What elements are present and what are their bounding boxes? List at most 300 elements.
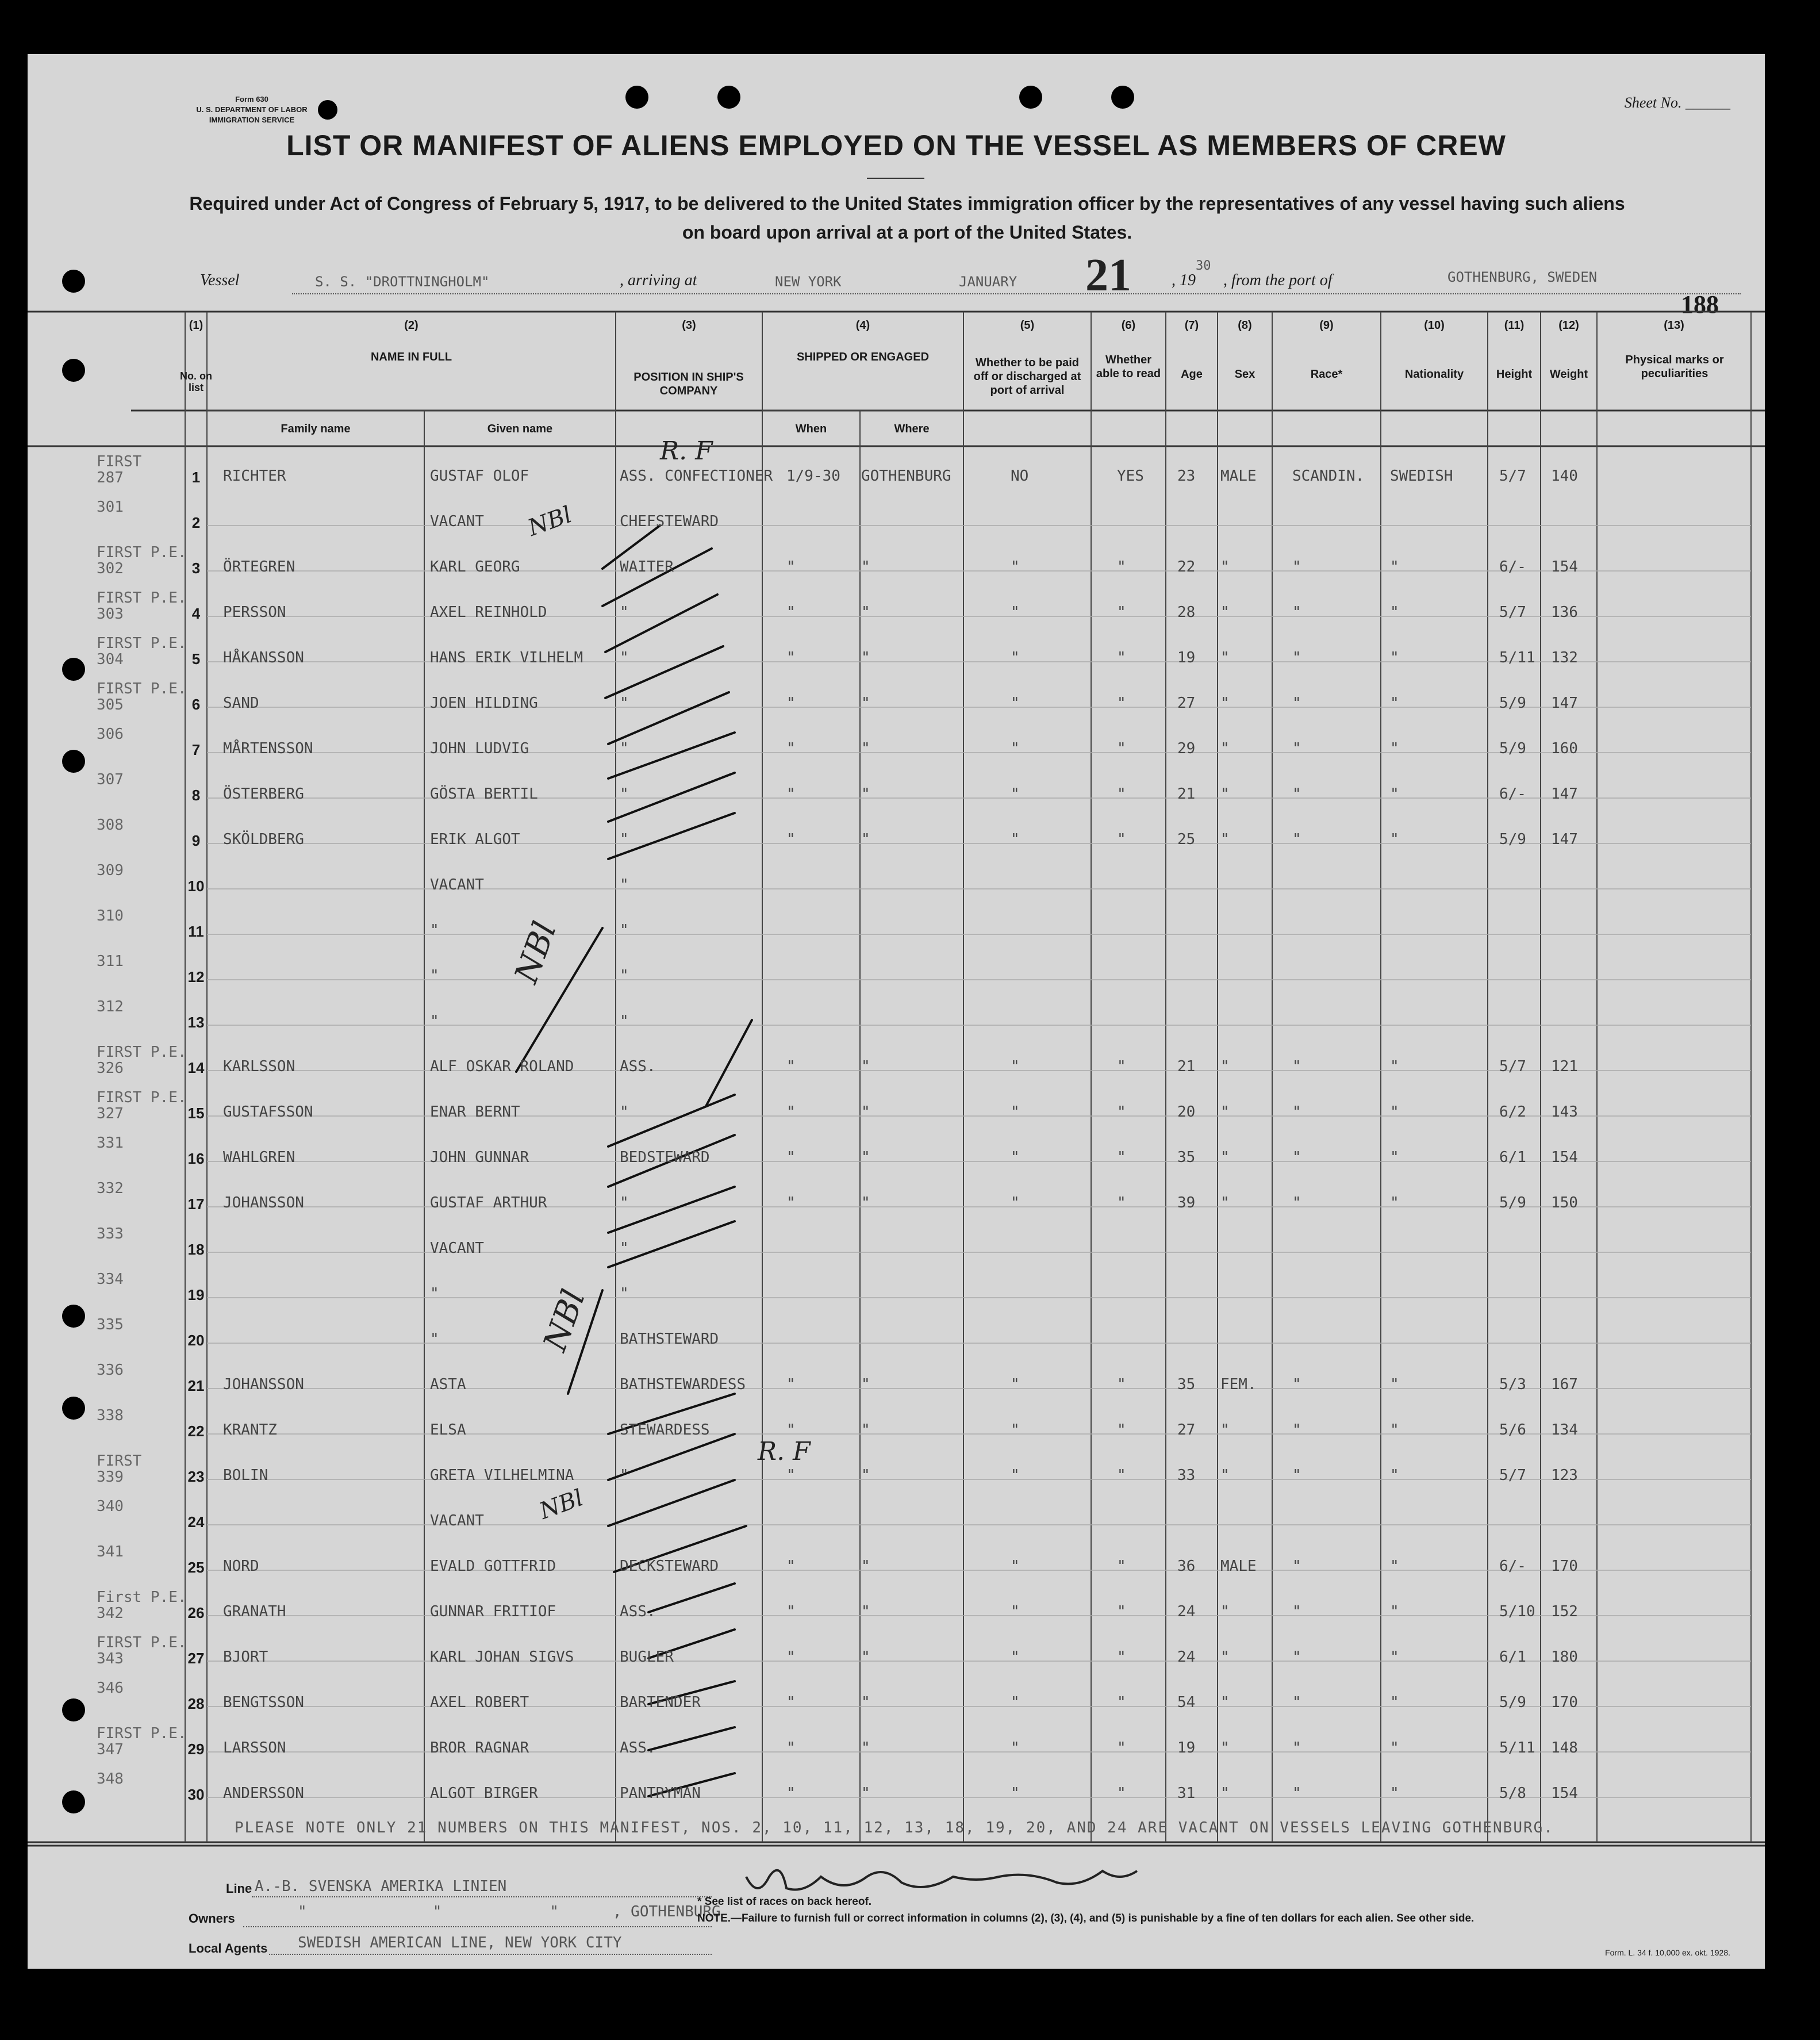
list-number: 7 — [191, 741, 201, 758]
shipped-when: " — [786, 695, 796, 712]
race: SCANDIN. — [1292, 467, 1365, 485]
race: " — [1292, 831, 1301, 848]
col-header-no: No. on list — [180, 370, 212, 393]
given-name: VACANT — [430, 876, 484, 894]
sex: " — [1220, 1103, 1230, 1121]
shipped-when: " — [786, 558, 796, 576]
given-name: KARL GEORG — [430, 558, 520, 576]
weight: 147 — [1551, 695, 1578, 712]
agents-label: Local Agents — [189, 1941, 268, 1955]
register-number: 308 — [97, 816, 124, 834]
given-name: " — [430, 922, 439, 939]
shipped-where: " — [861, 604, 870, 621]
shipped-when: " — [786, 1603, 796, 1620]
able-to-read: " — [1117, 1785, 1126, 1802]
list-number: 12 — [187, 968, 205, 986]
shipped-where: " — [861, 1558, 870, 1575]
nationality: " — [1390, 1149, 1399, 1166]
weight: 152 — [1551, 1603, 1578, 1620]
paid-off: " — [1011, 649, 1020, 666]
race: " — [1292, 558, 1301, 576]
sex: " — [1220, 831, 1230, 848]
height: 5/9 — [1499, 1694, 1526, 1711]
nationality: " — [1390, 695, 1399, 712]
height: 6/1 — [1499, 1648, 1526, 1666]
handwritten-initials: NBl — [524, 501, 575, 542]
shipped-where: GOTHENBURG — [861, 467, 951, 485]
given-name: " — [430, 1285, 439, 1302]
family-name: BOLIN — [223, 1467, 268, 1484]
shipped-when: " — [786, 740, 796, 757]
able-to-read: " — [1117, 649, 1126, 666]
ship-position: " — [620, 695, 629, 712]
from-port-label: , from the port of — [1223, 271, 1333, 289]
sex: " — [1220, 1785, 1230, 1802]
register-number: 311 — [97, 953, 124, 970]
handwritten-initials: R. F — [660, 436, 713, 466]
family-name: KRANTZ — [223, 1421, 277, 1439]
height: 5/9 — [1499, 1194, 1526, 1211]
sex: MALE — [1220, 1558, 1257, 1575]
given-name: GUSTAF ARTHUR — [430, 1194, 547, 1211]
given-name: JOHN LUDVIG — [430, 740, 529, 757]
ship-position: " — [620, 1285, 629, 1302]
shipped-when: " — [786, 1421, 796, 1439]
weight: 154 — [1551, 558, 1578, 576]
ship-position: " — [620, 1103, 629, 1121]
height: 5/7 — [1499, 467, 1526, 485]
nationality: " — [1390, 1194, 1399, 1211]
list-number: 6 — [191, 696, 201, 713]
col-num: (1) — [189, 319, 203, 332]
shipped-where: " — [861, 1058, 870, 1075]
race: " — [1292, 1058, 1301, 1075]
height: 5/3 — [1499, 1376, 1526, 1393]
register-number: 334 — [97, 1271, 124, 1288]
nationality: " — [1390, 1467, 1399, 1484]
register-number: 341 — [97, 1543, 124, 1560]
list-number: 1 — [191, 469, 201, 486]
age: 25 — [1177, 831, 1196, 848]
given-name: ASTA — [430, 1376, 466, 1393]
vacancy-note: PLEASE NOTE ONLY 21 NUMBERS ON THIS MANIFEST, NOS. 2, 10, 11, 12, 13, 18, 19, 20, AND 24 ARE VACANT ON VESSELS LEAVING GOTHENBURG. — [235, 1819, 1554, 1836]
age: 29 — [1177, 740, 1196, 757]
races-note: * See list of races on back hereof. — [697, 1896, 872, 1908]
vessel-name: S. S. "DROTTNINGHOLM" — [315, 274, 490, 290]
register-number: 310 — [97, 907, 124, 925]
family-name: ANDERSSON — [223, 1785, 304, 1802]
shipped-when: " — [786, 831, 796, 848]
paid-off: " — [1011, 1558, 1020, 1575]
paid-off: NO — [1011, 467, 1029, 485]
shipped-when: " — [786, 1694, 796, 1711]
sex: " — [1220, 604, 1230, 621]
ship-position: " — [620, 1013, 629, 1030]
height: 5/7 — [1499, 1467, 1526, 1484]
age: 19 — [1177, 1739, 1196, 1757]
ship-position: BEDSTEWARD — [620, 1149, 710, 1166]
register-number: FIRST P.E. 302 — [97, 544, 187, 577]
shipped-where: " — [861, 1103, 870, 1121]
race: " — [1292, 1558, 1301, 1575]
age: 36 — [1177, 1558, 1196, 1575]
col-num: (6) — [1121, 319, 1136, 332]
sex: " — [1220, 1739, 1230, 1757]
height: 5/10 — [1499, 1603, 1535, 1620]
paid-off: " — [1011, 1103, 1020, 1121]
nationality: " — [1390, 604, 1399, 621]
register-number: 346 — [97, 1679, 124, 1697]
race: " — [1292, 1421, 1301, 1439]
register-number: 301 — [97, 499, 124, 516]
able-to-read: " — [1117, 1648, 1126, 1666]
ship-position: ASS. — [620, 1739, 656, 1757]
nationality: " — [1390, 1421, 1399, 1439]
arrival-port: NEW YORK — [775, 274, 842, 290]
able-to-read: YES — [1117, 467, 1144, 485]
height: 6/- — [1499, 558, 1526, 576]
ship-position: BATHSTEWARDESS — [620, 1376, 746, 1393]
col-num: (9) — [1319, 319, 1334, 332]
service-name: IMMIGRATION SERVICE — [209, 116, 295, 124]
weight: 150 — [1551, 1194, 1578, 1211]
nationality: " — [1390, 831, 1399, 848]
weight: 134 — [1551, 1421, 1578, 1439]
register-number: 306 — [97, 726, 124, 743]
sex: FEM. — [1220, 1376, 1257, 1393]
height: 6/2 — [1499, 1103, 1526, 1121]
page-subtitle: Required under Act of Congress of February 5, 1917, to be delivered to the United States immigration officer by the representatives of any vessel having such aliens on board upon arrival at a port of the United States. — [189, 193, 1625, 243]
family-name: BJORT — [223, 1648, 268, 1666]
line-label: Line — [226, 1881, 252, 1896]
list-number: 25 — [187, 1559, 205, 1576]
shipped-where: " — [861, 1149, 870, 1166]
ship-position: BARTENDER — [620, 1694, 701, 1711]
col-num: (13) — [1664, 319, 1684, 332]
given-name: AXEL ROBERT — [430, 1694, 529, 1711]
owners-value: " " " , GOTHENBURG — [298, 1903, 721, 1920]
age: 20 — [1177, 1103, 1196, 1121]
shipped-when: " — [786, 1739, 796, 1757]
weight: 132 — [1551, 649, 1578, 666]
nationality: " — [1390, 1058, 1399, 1075]
list-number: 18 — [187, 1241, 205, 1258]
list-number: 10 — [187, 877, 205, 895]
family-name: WAHLGREN — [223, 1149, 295, 1166]
nationality: " — [1390, 1739, 1399, 1757]
able-to-read: " — [1117, 1058, 1126, 1075]
list-number: 27 — [187, 1650, 205, 1667]
list-number: 20 — [187, 1332, 205, 1349]
shipped-when: " — [786, 1058, 796, 1075]
able-to-read: " — [1117, 1376, 1126, 1393]
weight: 170 — [1551, 1694, 1578, 1711]
paid-off: " — [1011, 740, 1020, 757]
list-number: 26 — [187, 1604, 205, 1621]
paid-off: " — [1011, 1739, 1020, 1757]
family-name: RICHTER — [223, 467, 286, 485]
age: 27 — [1177, 695, 1196, 712]
race: " — [1292, 1467, 1301, 1484]
given-name: " — [430, 967, 439, 984]
col-header-where: Where — [894, 423, 930, 435]
given-name: VACANT — [430, 1240, 484, 1257]
shipped-where: " — [861, 695, 870, 712]
sex: " — [1220, 1149, 1230, 1166]
ship-position: " — [620, 922, 629, 939]
nationality: SWEDISH — [1390, 467, 1453, 485]
ship-position: " — [620, 831, 629, 848]
sex: " — [1220, 1603, 1230, 1620]
shipped-where: " — [861, 1421, 870, 1439]
shipped-when: " — [786, 1558, 796, 1575]
sex: MALE — [1220, 467, 1257, 485]
ship-position: PANTRYMAN — [620, 1785, 701, 1802]
list-number: 11 — [188, 923, 204, 940]
given-name: KARL JOHAN SIGVS — [430, 1648, 574, 1666]
height: 5/11 — [1499, 649, 1535, 666]
given-name: GUSTAF OLOF — [430, 467, 529, 485]
year-prefix: , 19 — [1172, 271, 1196, 289]
paid-off: " — [1011, 1421, 1020, 1439]
register-number: FIRST P.E. 304 — [97, 635, 187, 668]
list-number: 22 — [187, 1422, 205, 1440]
shipped-where: " — [861, 831, 870, 848]
line-value: A.-B. SVENSKA AMERIKA LINIEN — [255, 1878, 507, 1895]
given-name: ALGOT BIRGER — [430, 1785, 538, 1802]
height: 5/8 — [1499, 1785, 1526, 1802]
col-num: (7) — [1184, 319, 1199, 332]
register-number: FIRST P.E. 326 — [97, 1044, 187, 1077]
shipped-when: " — [786, 1149, 796, 1166]
register-number: 309 — [97, 862, 124, 879]
height: 5/7 — [1499, 1058, 1526, 1075]
col-num: (10) — [1424, 319, 1445, 332]
shipped-when: " — [786, 1194, 796, 1211]
ship-position: BUGLER — [620, 1648, 674, 1666]
weight: 167 — [1551, 1376, 1578, 1393]
ship-position: ASS. — [620, 1603, 656, 1620]
register-number: FIRST 287 — [97, 453, 142, 486]
register-number: 348 — [97, 1770, 124, 1788]
family-name: JOHANSSON — [223, 1376, 304, 1393]
list-number: 29 — [187, 1740, 205, 1758]
handwritten-initials: NBl — [508, 917, 565, 988]
paid-off: " — [1011, 558, 1020, 576]
able-to-read: " — [1117, 831, 1126, 848]
list-number: 2 — [191, 514, 201, 531]
able-to-read: " — [1117, 1558, 1126, 1575]
ship-position: " — [620, 1467, 629, 1484]
ship-position: " — [620, 785, 629, 803]
signature — [746, 1870, 1137, 1890]
paid-off: " — [1011, 1149, 1020, 1166]
col-header-shipped: SHIPPED OR ENGAGED — [796, 351, 930, 363]
race: " — [1292, 1648, 1301, 1666]
age: 21 — [1177, 1058, 1196, 1075]
given-name: GUNNAR FRITIOF — [430, 1603, 556, 1620]
given-name: HANS ERIK VILHELM — [430, 649, 583, 666]
age: 24 — [1177, 1603, 1196, 1620]
age: 35 — [1177, 1149, 1196, 1166]
family-name: JOHANSSON — [223, 1194, 304, 1211]
family-name: SKÖLDBERG — [223, 831, 304, 848]
col-header-paid: Whether to be paid off or discharged at port of arrival — [973, 356, 1081, 397]
shipped-when: 1/9-30 — [786, 467, 840, 485]
weight: 170 — [1551, 1558, 1578, 1575]
ship-position: " — [620, 1194, 629, 1211]
shipped-where: " — [861, 649, 870, 666]
race: " — [1292, 1149, 1301, 1166]
shipped-where: " — [861, 1739, 870, 1757]
manifest-grid — [28, 54, 1765, 1969]
paid-off: " — [1011, 785, 1020, 803]
col-header-nationality: Nationality — [1404, 368, 1464, 381]
nationality: " — [1390, 1603, 1399, 1620]
sex: " — [1220, 695, 1230, 712]
weight: 154 — [1551, 1785, 1578, 1802]
able-to-read: " — [1117, 1739, 1126, 1757]
race: " — [1292, 604, 1301, 621]
race: " — [1292, 785, 1301, 803]
arriving-label: , arriving at — [620, 271, 697, 289]
register-number: 332 — [97, 1180, 124, 1197]
register-number: FIRST P.E. 347 — [97, 1725, 187, 1758]
height: 5/9 — [1499, 831, 1526, 848]
family-name: GRANATH — [223, 1603, 286, 1620]
col-header-sex: Sex — [1234, 368, 1255, 381]
sex: " — [1220, 1648, 1230, 1666]
race: " — [1292, 1785, 1301, 1802]
shipped-when: " — [786, 649, 796, 666]
agents-value: SWEDISH AMERICAN LINE, NEW YORK CITY — [298, 1934, 622, 1951]
vessel-label: Vessel — [200, 271, 240, 289]
list-number: 21 — [187, 1377, 205, 1394]
col-header-when: When — [795, 423, 827, 435]
nationality: " — [1390, 1376, 1399, 1393]
able-to-read: " — [1117, 604, 1126, 621]
race: " — [1292, 695, 1301, 712]
able-to-read: " — [1117, 1149, 1126, 1166]
list-number: 3 — [191, 559, 201, 577]
paid-off: " — [1011, 604, 1020, 621]
owners-label: Owners — [189, 1911, 235, 1926]
register-number: 336 — [97, 1362, 124, 1379]
race: " — [1292, 649, 1301, 666]
able-to-read: " — [1117, 740, 1126, 757]
weight: 154 — [1551, 1149, 1578, 1166]
able-to-read: " — [1117, 1194, 1126, 1211]
nationality: " — [1390, 558, 1399, 576]
register-number: 331 — [97, 1134, 124, 1152]
list-number: 17 — [187, 1195, 205, 1213]
weight: 140 — [1551, 467, 1578, 485]
shipped-when: " — [786, 604, 796, 621]
race: " — [1292, 1103, 1301, 1121]
nationality: " — [1390, 1103, 1399, 1121]
list-number: 23 — [187, 1468, 205, 1485]
handwritten-initials: NBl — [536, 1485, 587, 1525]
family-name: HÅKANSSON — [223, 649, 304, 666]
col-header-family: Family name — [281, 423, 351, 435]
height: 5/9 — [1499, 695, 1526, 712]
shipped-where: " — [861, 1467, 870, 1484]
given-name: AXEL REINHOLD — [430, 604, 547, 621]
nationality: " — [1390, 740, 1399, 757]
ship-position: WAITER — [620, 558, 674, 576]
able-to-read: " — [1117, 695, 1126, 712]
col-header-marks: Physical marks or peculiarities — [1625, 354, 1724, 380]
given-name: ENAR BERNT — [430, 1103, 520, 1121]
family-name: GUSTAFSSON — [223, 1103, 313, 1121]
ship-position: " — [620, 604, 629, 621]
shipped-where: " — [861, 1694, 870, 1711]
age: 23 — [1177, 467, 1196, 485]
manifest-number: 188 — [1681, 290, 1719, 319]
sex: " — [1220, 649, 1230, 666]
nationality: " — [1390, 1648, 1399, 1666]
list-number: 16 — [187, 1150, 205, 1167]
shipped-where: " — [861, 785, 870, 803]
age: 33 — [1177, 1467, 1196, 1484]
list-number: 24 — [187, 1513, 205, 1531]
fill-rule — [252, 1896, 712, 1897]
paid-off: " — [1011, 1603, 1020, 1620]
able-to-read: " — [1117, 785, 1126, 803]
list-number: 13 — [187, 1014, 205, 1031]
nationality: " — [1390, 649, 1399, 666]
weight: 148 — [1551, 1739, 1578, 1757]
fill-rule — [269, 1954, 712, 1955]
weight: 121 — [1551, 1058, 1578, 1075]
height: 5/9 — [1499, 740, 1526, 757]
col-header-name: NAME IN FULL — [370, 351, 452, 363]
paid-off: " — [1011, 1376, 1020, 1393]
penalty-note: NOTE.—Failure to furnish full or correct information in columns (2), (3), (4), and (5) is punishable by a fine of ten dollars for each alien. See other side. — [697, 1912, 1475, 1924]
age: 27 — [1177, 1421, 1196, 1439]
sex: " — [1220, 1194, 1230, 1211]
shipped-where: " — [861, 1194, 870, 1211]
col-header-position: POSITION IN SHIP'S COMPANY — [633, 371, 744, 397]
given-name: GÖSTA BERTIL — [430, 785, 538, 803]
handwritten-initials: NBl — [536, 1284, 593, 1356]
given-name: BROR RAGNAR — [430, 1739, 529, 1757]
height: 6/- — [1499, 1558, 1526, 1575]
height: 5/7 — [1499, 604, 1526, 621]
height: 6/1 — [1499, 1149, 1526, 1166]
sheet-number: Sheet No. ______ — [1624, 94, 1730, 111]
family-name: PERSSON — [223, 604, 286, 621]
handwritten-initials: R. F — [758, 1437, 811, 1466]
age: 31 — [1177, 1785, 1196, 1802]
paid-off: " — [1011, 831, 1020, 848]
ship-position: DECKSTEWARD — [620, 1558, 719, 1575]
col-header-weight: Weight — [1549, 368, 1588, 381]
able-to-read: " — [1117, 1421, 1126, 1439]
list-number: 8 — [191, 787, 201, 804]
sex: " — [1220, 1421, 1230, 1439]
ship-position: CHEFSTEWARD — [620, 513, 719, 530]
form-footer: Form. L. 34 f. 10,000 ex. okt. 1928. — [1605, 1948, 1730, 1957]
height: 6/- — [1499, 785, 1526, 803]
arrival-day: 21 — [1085, 250, 1131, 301]
age: 39 — [1177, 1194, 1196, 1211]
col-header-read: Whether able to read — [1096, 354, 1161, 380]
weight: 123 — [1551, 1467, 1578, 1484]
family-name: NORD — [223, 1558, 259, 1575]
list-number: 4 — [191, 605, 201, 622]
shipped-when: " — [786, 1467, 796, 1484]
